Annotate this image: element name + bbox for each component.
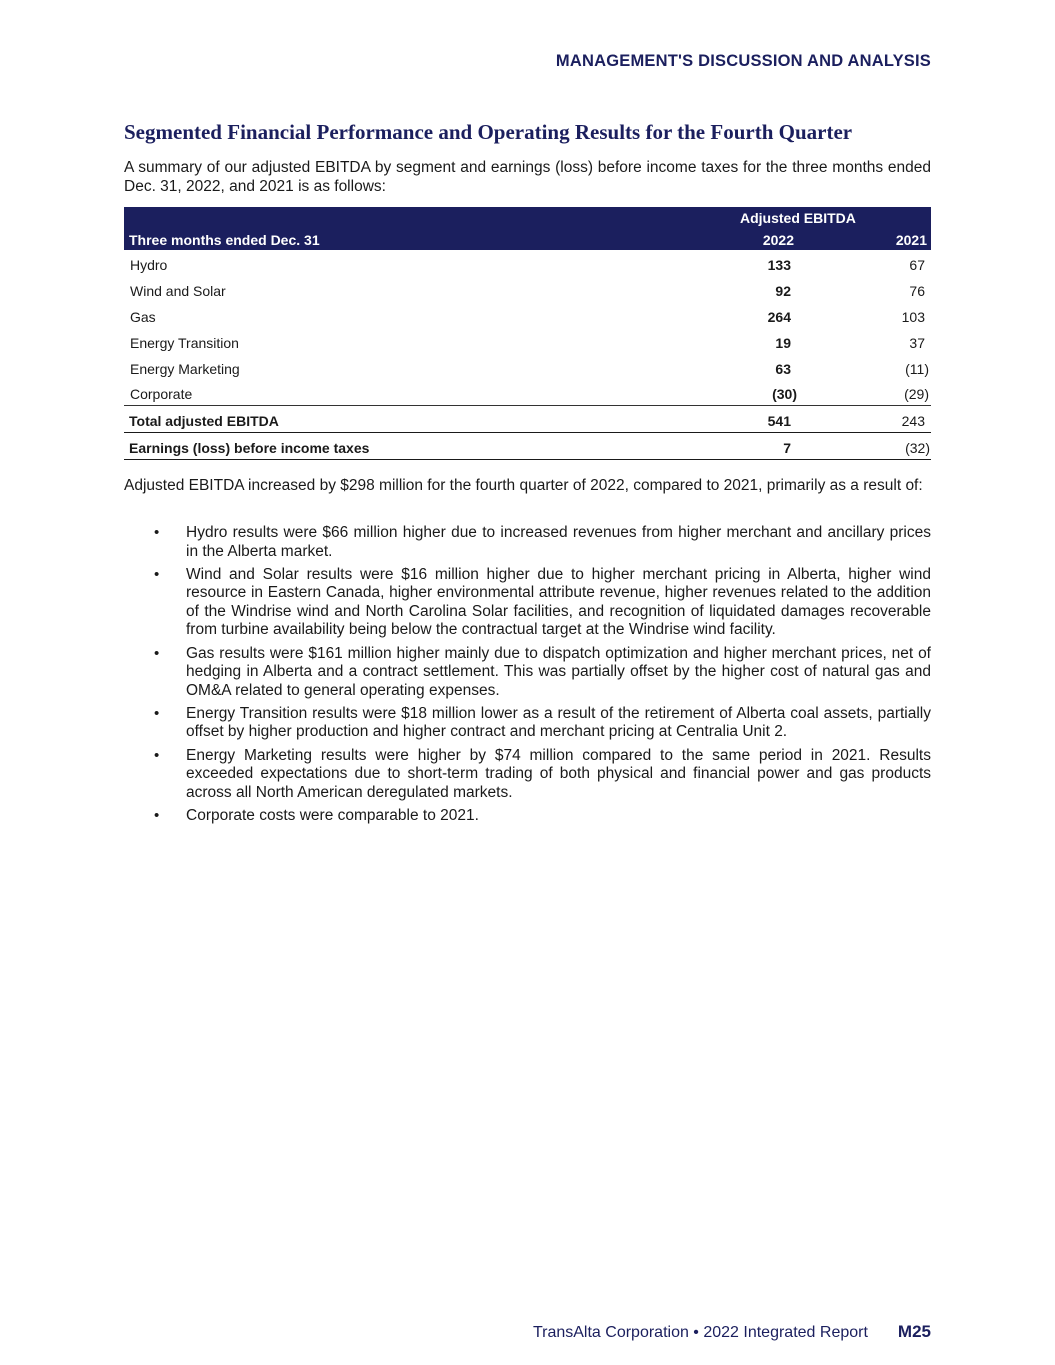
summary-paragraph: Adjusted EBITDA increased by $298 million for the fourth quarter of 2022, compared to 2021, primarily as a result of: (124, 477, 923, 494)
page-header-section-label: MANAGEMENT'S DISCUSSION AND ANALYSIS (555, 52, 931, 70)
table-row (124, 276, 931, 302)
list-item (124, 524, 931, 561)
value-2022: 63 (775, 360, 791, 377)
row-label: Hydro (130, 257, 168, 273)
value-2022: 133 (767, 257, 791, 273)
table-row (124, 379, 931, 405)
intro-paragraph: A summary of our adjusted EBITDA by segment and earnings (loss) before income taxes for the three months ended Dec. 31, 2022, and 2021 is as follows: (124, 159, 931, 195)
table-header (124, 207, 931, 250)
value-2022: (30) (772, 386, 797, 403)
adjusted-ebitda-table (124, 207, 931, 460)
total-value-2022: 541 (767, 413, 791, 430)
bullet-icon: • (154, 524, 160, 541)
bullet-icon: • (154, 644, 160, 662)
row-label: Energy Transition (130, 334, 239, 351)
table-row (124, 328, 931, 354)
value-2022: 92 (775, 282, 791, 299)
page-number: M25 (897, 1322, 931, 1341)
bullet-icon: • (154, 806, 160, 824)
value-2021: (29) (904, 386, 929, 403)
bullet-icon: • (154, 565, 160, 583)
results-bullet-list (124, 524, 931, 830)
bullet-icon: • (154, 746, 160, 764)
page-footer (533, 1322, 931, 1342)
row-label: Corporate (130, 386, 193, 403)
bullet-text: Corporate costs were comparable to 2021. (186, 806, 479, 824)
table-row (124, 302, 931, 328)
earnings-value-2022: 7 (783, 440, 791, 457)
column-header-2022: 2022 (762, 232, 794, 248)
group-header-adjusted-ebitda: Adjusted EBITDA (740, 210, 856, 226)
footer-report-title: TransAlta Corporation • 2022 Integrated Report (532, 1324, 868, 1341)
list-item (124, 566, 931, 640)
row-header-label: Three months ended Dec. 31 (129, 232, 320, 248)
bullet-text: Energy Marketing results were higher by $74 million compared to the same period in 2021. Results exceeded expectations due to short-term trading of both physical and financial power and gas products across all North American deregulated markets. (186, 746, 931, 801)
row-label: Energy Marketing (130, 360, 240, 377)
bullet-icon: • (154, 704, 160, 722)
list-item (124, 807, 931, 826)
value-2021: (11) (905, 360, 929, 377)
value-2022: 19 (775, 334, 791, 351)
value-2021: 103 (901, 308, 925, 325)
value-2022: 264 (767, 308, 791, 325)
table-total-row (124, 405, 931, 432)
value-2021: 76 (909, 282, 925, 299)
column-header-2021: 2021 (895, 232, 927, 248)
total-label: Total adjusted EBITDA (129, 413, 279, 430)
table-row (124, 250, 931, 276)
table-row (124, 354, 931, 380)
list-item (124, 705, 931, 742)
bullet-text: Wind and Solar results were $16 million higher due to higher merchant pricing in Alberta, higher wind resource in Eastern Canada, higher environmental attribute revenue, higher revenues related to the addition of the Windrise wind and North Carolina Solar facilities, and recognition of liquidated damages recoverable from turbine availability being below the contractual target at the Windrise wind facility. (186, 565, 931, 639)
list-item (124, 645, 931, 701)
value-2021: 37 (909, 334, 925, 351)
total-value-2021: 243 (901, 413, 925, 430)
row-label: Gas (130, 308, 156, 325)
bullet-text: Hydro results were $66 million higher due to increased revenues from higher merchant and ancillary prices in the Alberta market. (186, 524, 931, 560)
bullet-text: Gas results were $161 million higher mainly due to dispatch optimization and higher merchant prices, net of hedging in Alberta and a contract settlement. This was partially offset by the higher cost of natural gas and OM&A related to general operating expenses. (186, 644, 931, 699)
table-earnings-row (124, 432, 931, 460)
earnings-value-2021: (32) (905, 440, 930, 457)
row-label: Wind and Solar (130, 282, 226, 299)
section-title: Segmented Financial Performance and Operating Results for the Fourth Quarter (124, 120, 853, 144)
earnings-label: Earnings (loss) before income taxes (129, 440, 370, 457)
list-item (124, 747, 931, 803)
bullet-text: Energy Transition results were $18 million lower as a result of the retirement of Alberta coal assets, partially offset by higher production and higher contract and merchant pricing at Centralia Unit 2. (186, 704, 931, 741)
value-2021: 67 (909, 257, 925, 273)
